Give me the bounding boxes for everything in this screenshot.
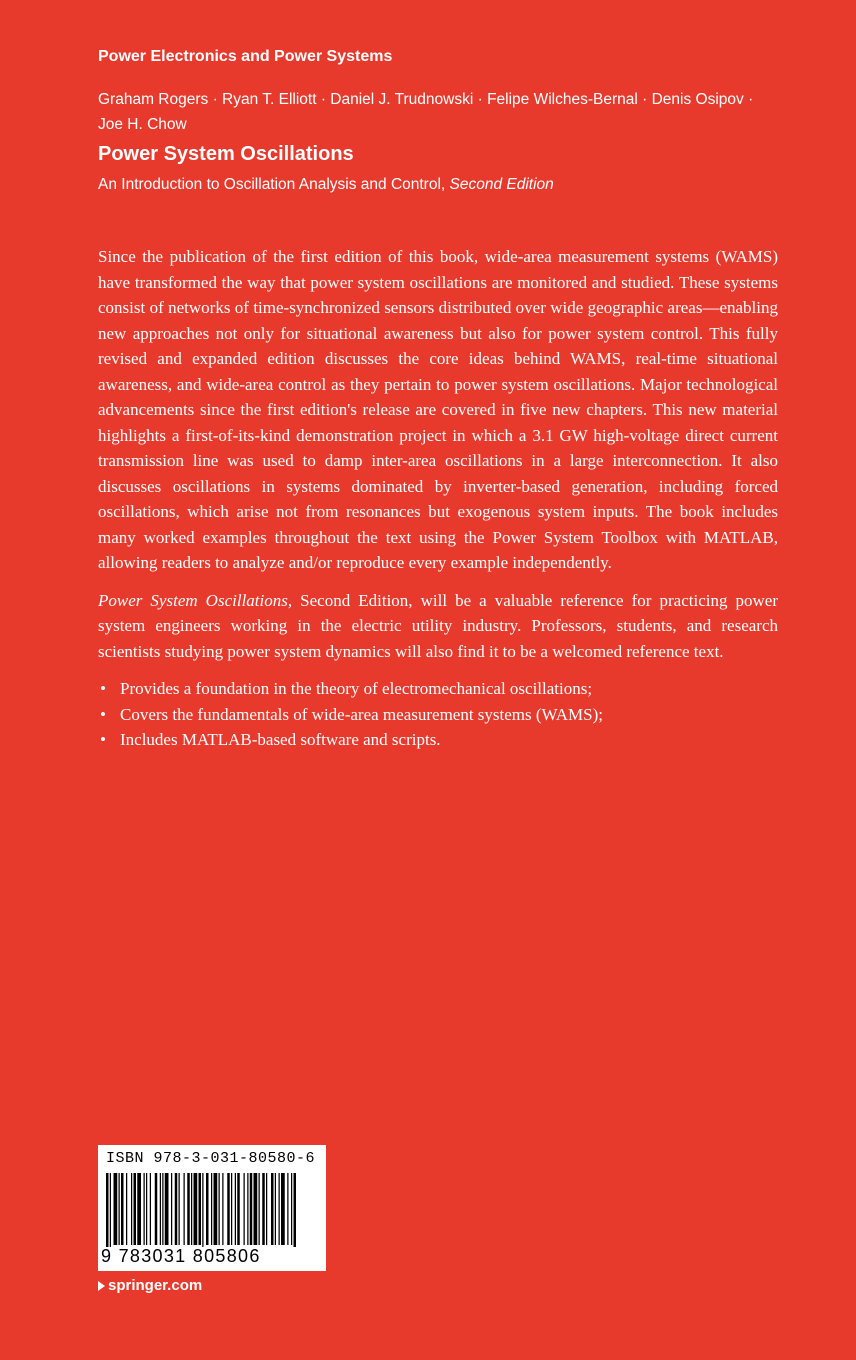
list-item-text: Covers the fundamentals of wide-area measurement systems (WAMS); (120, 704, 603, 724)
barcode-bar (126, 1173, 127, 1245)
subtitle-main: An Introduction to Oscillation Analysis and Control, (98, 176, 450, 193)
barcode-bar (235, 1173, 236, 1245)
barcode-bar (121, 1173, 124, 1245)
barcode-bar (291, 1173, 292, 1245)
barcode-bar (199, 1173, 202, 1245)
barcode-bar (259, 1173, 260, 1245)
barcode-bar (266, 1173, 267, 1245)
list-item (98, 676, 778, 702)
series-name: Power Electronics and Power Systems (98, 48, 393, 65)
book-title: Power System Oscillations (98, 143, 354, 165)
barcode-bar (165, 1173, 169, 1245)
barcode-bar (160, 1173, 161, 1245)
barcode-bar (134, 1173, 137, 1245)
author-list (98, 87, 778, 137)
isbn-barcode (98, 1145, 326, 1271)
barcode-bar (247, 1173, 248, 1245)
list-item (98, 702, 778, 728)
barcode-bar (211, 1173, 212, 1245)
barcode-bar (202, 1173, 203, 1247)
barcode-bar (131, 1173, 132, 1245)
barcode-bar (114, 1173, 118, 1245)
barcode-bar (146, 1173, 147, 1245)
bullet-icon: • (100, 679, 106, 698)
barcode-bar (254, 1173, 258, 1245)
barcode-bar (110, 1173, 111, 1247)
blurb (98, 244, 778, 753)
barcode-bar (191, 1173, 192, 1245)
barcode-bar (175, 1173, 178, 1245)
subtitle-edition: Second Edition (449, 176, 554, 193)
author-line-1: Graham Rogers · Ryan T. Elliott · Daniel J. Trudnowski · Felipe Wilches-Bernal · Denis Osipov · (98, 91, 754, 108)
barcode-bar (244, 1173, 245, 1245)
barcode-bar (281, 1173, 285, 1245)
barcode-bar (171, 1173, 172, 1245)
barcode-bar (144, 1173, 145, 1245)
publisher-url: springer.com (108, 1277, 203, 1294)
bullet-icon: • (100, 704, 106, 724)
barcode-bar (262, 1173, 265, 1245)
blurb-paragraph-2 (98, 588, 778, 665)
barcode-bar (184, 1173, 185, 1245)
barcode-bar (106, 1173, 109, 1247)
list-item-text: Provides a foundation in the theory of electromechanical oscillations; (120, 679, 593, 698)
barcode-bar (179, 1173, 180, 1245)
barcode-bar (137, 1173, 141, 1245)
barcode-digits: 9 783031 805806 (101, 1246, 261, 1266)
barcode-bars (98, 1173, 326, 1247)
isbn-label: ISBN 978-3-031-80580-6 (106, 1150, 316, 1167)
book-title-italic: Power System Oscillations, (98, 590, 293, 610)
barcode-bar (294, 1173, 297, 1247)
barcode-bar (222, 1173, 223, 1245)
feature-list (98, 676, 778, 753)
publisher-link[interactable] (98, 1277, 202, 1294)
barcode-bar (150, 1173, 151, 1245)
barcode-bar (162, 1173, 163, 1245)
bullet-icon: • (100, 730, 106, 749)
list-item-text: Includes MATLAB-based software and scripts. (120, 730, 441, 749)
barcode-bar (214, 1173, 218, 1245)
barcode-bar (231, 1173, 232, 1245)
barcode-bar (194, 1173, 198, 1245)
barcode-bar (206, 1173, 209, 1245)
arrow-right-icon (98, 1281, 105, 1291)
author-line-2: Joe H. Chow (98, 116, 187, 133)
barcode-bar (155, 1173, 158, 1245)
barcode-bar (287, 1173, 288, 1245)
blurb-paragraph-2-text: Second Edition, will be a valuable reference for practicing power system engineers working in the electric utility industry. Professors, students, and research scientists studying power system dynamics will also find it to be a welcomed reference text. (98, 590, 779, 661)
barcode-bar (227, 1173, 230, 1245)
barcode-bar (237, 1173, 240, 1245)
blurb-paragraph-1: Since the publication of the first edition of this book, wide-area measurement systems (WAMS) have transformed the way that power system oscillations are monitored and studied. These systems consist of networks of time-synchronized sensors distributed over wide geographic areas—enabling new approaches not only for situational awareness but also for power system control. This fully revised and expanded edition discusses the core ideas behind WAMS, real-time situational awareness, and wide-area control as they pertain to power system oscillations. Major technological advancements since the first edition's release are covered in five new chapters. This new material highlights a first-of-its-kind demonstration project in which a 3.1 GW high-voltage direct current transmission line was used to damp inter-area oscillations in a large interconnection. It also discusses oscillations in systems dominated by inverter-based generation, including forced oscillations, which arise not from resonances but exogenous system inputs. The book includes many worked examples throughout the text using the Power System Toolbox with MATLAB, allowing readers to analyze and/or reproduce every example independently. (98, 247, 778, 572)
barcode-bar (275, 1173, 276, 1245)
barcode-bar (219, 1173, 220, 1245)
barcode-bar (250, 1173, 253, 1245)
barcode-bar (271, 1173, 274, 1245)
barcode-bar (119, 1173, 120, 1245)
barcode-bar (279, 1173, 280, 1245)
barcode-bar (187, 1173, 190, 1245)
book-subtitle (98, 176, 554, 194)
list-item (98, 727, 778, 753)
